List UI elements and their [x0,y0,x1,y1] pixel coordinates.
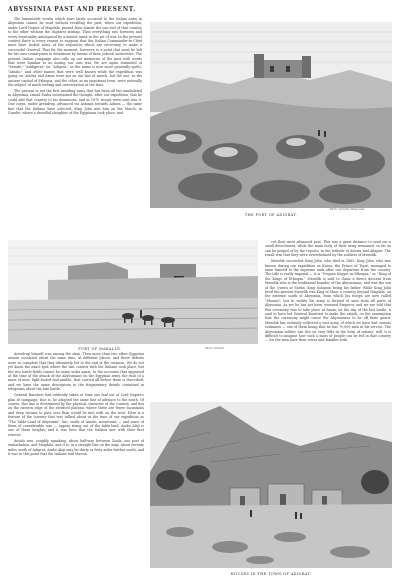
paragraph: Arendrup himself was among the slain. Then more than two other Egyptian armies escalated about the same time, at different places, and these defeats were so complete that they ultimately led to the end of the invasion. We do not yet know the exact spot where the last contest with the Italians took place, but the two battle-fields cannot be many miles apart. In the accounts that appeared at the time of the attack of the Abyssinians on the Egyptian army, the rush of a mass of men, light-footed and nimble, that carried all before them is described; and we have the same description in the fragmentary details contained in telegrams about the late battle. [8,352,144,392]
figure-caption: FORT OF MAKALLÉ. [78,347,122,351]
paragraph: cut their most advanced post. This was a great distance to send out a small detachment, while the main body of their army remained, so far as can be judged of by the reports, in the latitude of Adowa and Adigrat. The result was that they were overwhelmed by the soldiers of Menelik. [265,240,391,258]
paragraph: General Baratieri had evidently taken at least one leaf out of Lord Napier's plan of campaign; that is, he adopted the same line of advance to the south. Of course, this line is determined by the physical character of the country, and lies on the eastern edge of the elevated plateau, where there are fewer mountains and deep ravines to pass over than would be met with on the west. Here is a feature of the country that was talked about at the time of our expedition as "The Table-Land of Abyssinia"; but, south of Antalo, mountains — and some of them of considerable size — appear rising out of the table-land. Ambo Alaji is one of these heights; and it was here that the Italians met with their first reverse. [8,393,144,437]
engraving-houses-adigrat [150,402,392,568]
figure-caption: HOUSES IN THE TOWN OF ADIGRAT. [230,572,312,576]
paragraph: Antalo was, roughly speaking, about half-way between Zoula, our port of embarkation, and Magdala, and it is, in a straight line on the map, about seventy miles south of Adigrat; Ambo Alaji may be thirty or forty miles further south, and it was to this point that the Italians had thrown [8,438,144,456]
engraving-fort-of-adigrat [150,22,392,208]
photo-credit: Photo. Naretti, Massowah. [330,208,366,211]
paragraph: The present is not the first invading army that has been all but annihilated in Abyssinia. Ismail Pasha entertained the thought, after our expedition, that he could add that country to his dominions, and in 1875 troops were sent into it. One corps, under Arendrup, advanced via Asmara towards Adowa — the same line that the Italians have selected. King John met him on the March, in Gundet, where a dreadful slaughter of the Egyptians took place, and [8,89,142,116]
photo-credit: Photo. Gilberti. [205,347,226,350]
paragraph: Menelik succeeded King John, who died in 1889. King John, who was known during our expedition as Kassa, the Prince of Tigré, managed to raise himself to the supreme rank after our departure from the country. The title is really imperial — it is "Negusa Nagyst za Ethiopia," or, "King of the Kings of Ethiopia." Menelik is said to claim a direct descent from Menelik who is the traditional founder of the Abyssinians, and was the son of the Queen of Sheba, King Solomon being his father. While King John lived the present Menelik was King of Shoa, a country beyond Magdala, on the extreme south of Abyssinia, from which his troops are now called "Shoans"; but in reality his army is formed of men from all parts of Abyssinia. As yet he has not been crowned Emperor, and we are told that this ceremony was to take place at Axum, on the day of the last battle, it said to have led General Baratieri to make the attack, on the assumption that the ceremony might cause the Abyssinians to be off their guard. Menelik has certainly collected a vast army, of which we have had various estimates — one of them being that he has 70,000 men in his service. The Abyssinian soldier can live on very little in the form of rations; still, it is difficult to imagine how such a mass of people can be fed in that country — for the men have their wives and families with [265,259,391,343]
paragraph: The lamentable events which have lately occurred to the Italian army in Abyssinia cannot be read without recalling the past, when our expedition, under Lord Napier of Magdala, passed from almost the one end of that country to the other without the slightest mishap. Then everything was foreseen and every eventuality anticipated by a master mind in the art of war. In the present contest there is every reason to suppose that the Italian Commander-in-Chief must have lacked some of the requisites which are necessary to make a successful General. That for the moment, however, is a point that must be left for his own countrymen to determine by means of their judicial authorities. The present Italian campaign also calls up our memories of the past with words that were familiar to us during our own war. We are again reminded of "Senafe," "Addigerat" (or "Adigrat," as the name is now more generally spelt), "Antalo," and other names that were well known while the expedition was going on. Adowa and Axum were not on our line of march; but the one, as the ancient capital of Ethiopia, and the other, as an important town, were naturally the subject of much writing and conversation at the time. [8,17,142,88]
article-column-1 [8,17,142,229]
page-title: ABYSSINIA PAST AND PRESENT. [8,6,136,13]
article-column-3 [8,352,144,578]
engraving-fort-of-makalle [8,240,258,344]
figure-caption: THE FORT OF ADIGRAT. [244,213,298,217]
article-column-2 [265,240,391,390]
